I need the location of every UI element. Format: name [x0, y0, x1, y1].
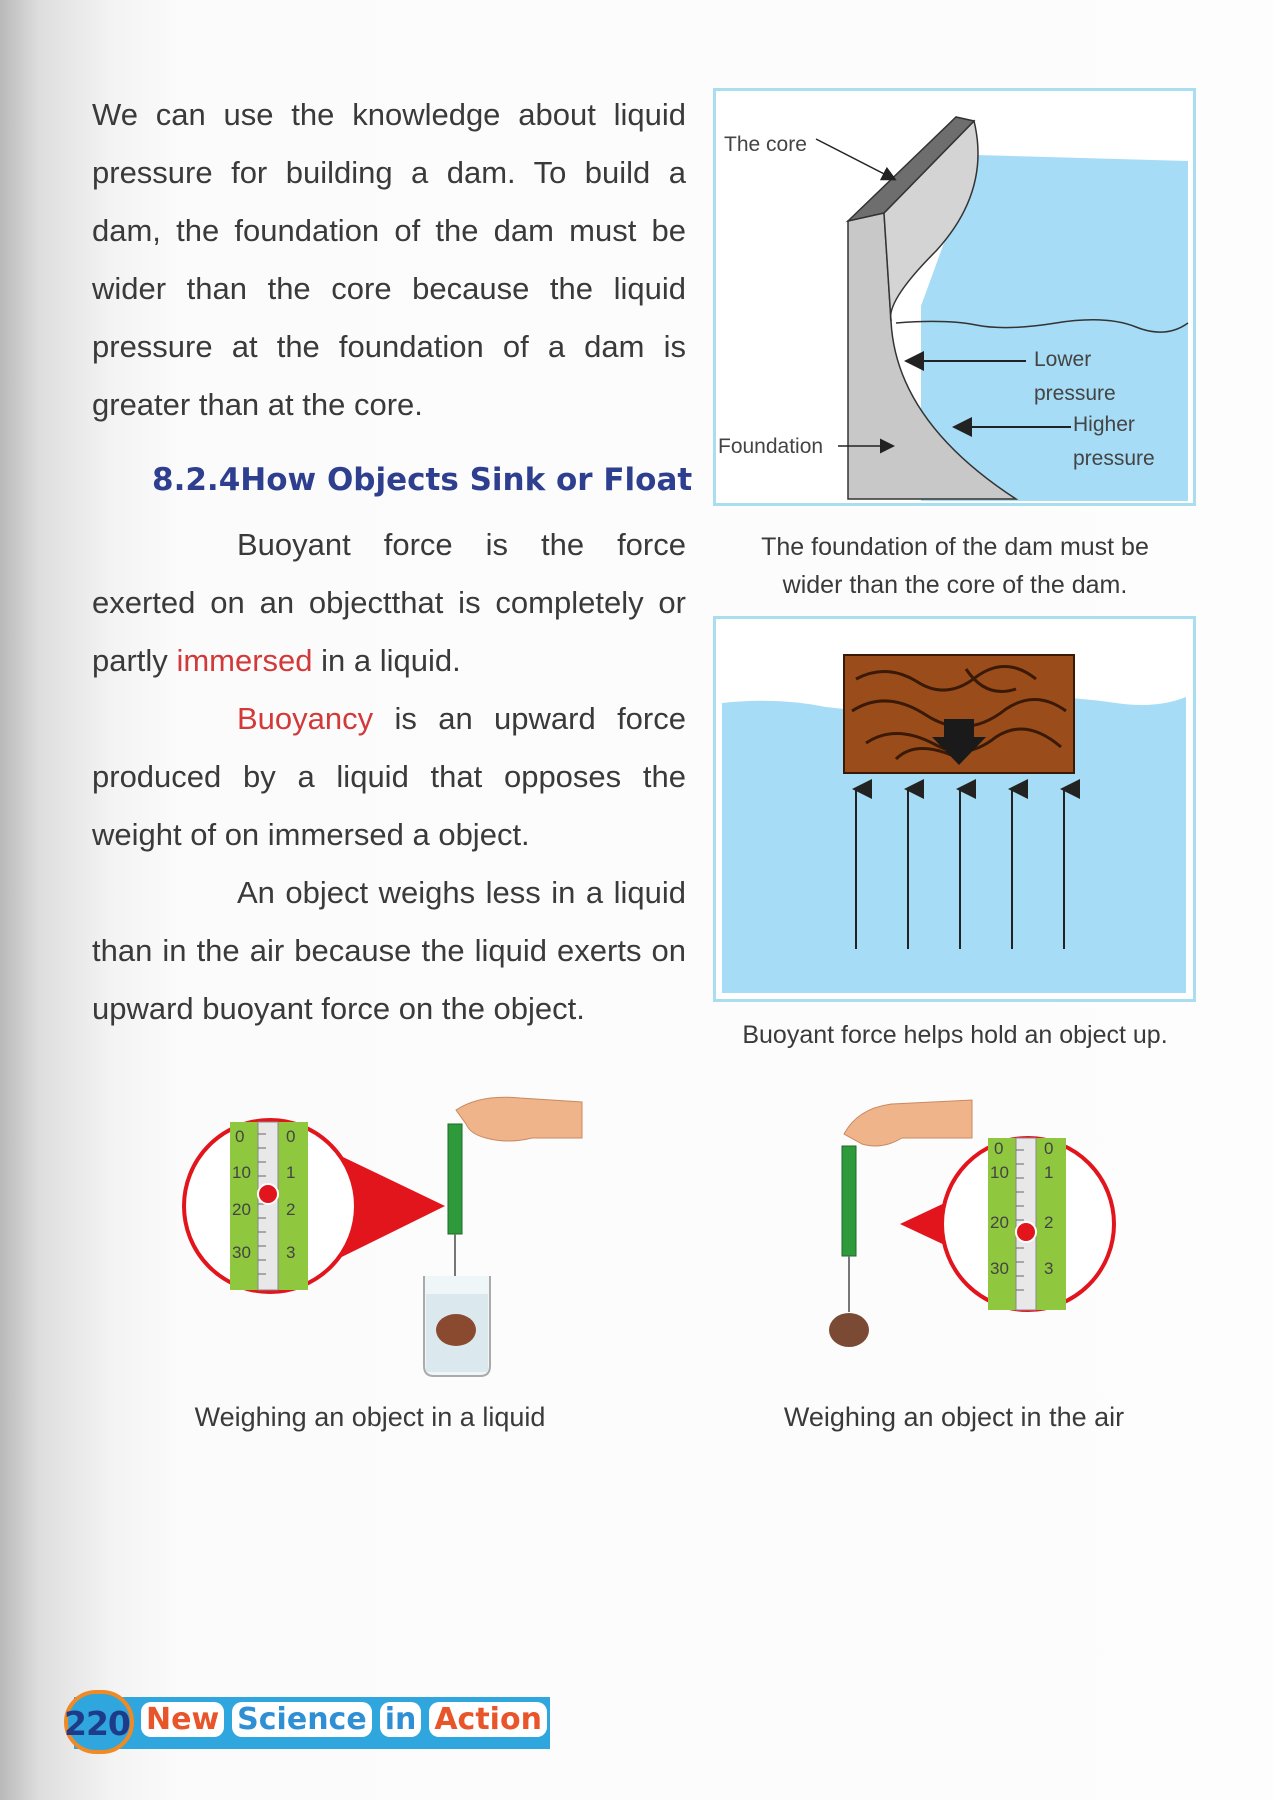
section-heading	[152, 462, 692, 498]
scale-left-30: 30	[232, 1243, 251, 1262]
object	[436, 1314, 476, 1346]
buoyancy-text: is an upward force produced by a liquid that opposes the weight of on immersed a object.	[92, 701, 686, 852]
label-core: The core	[724, 133, 807, 156]
label-higher: Higher	[1073, 413, 1135, 436]
buoyancy-diagram	[716, 619, 1193, 999]
buoyancy-paragraph	[92, 690, 686, 864]
intro-text: We can use the knowledge about liquid pressure for building a dam. To build a dam, the foundation of the dam must be wider than the core because the liquid pressure at the foundation of a dam is greater than at the core.	[92, 97, 686, 422]
label-foundation: Foundation	[718, 435, 824, 458]
body-paragraphs	[92, 516, 686, 1038]
scale-pointer	[258, 1184, 278, 1204]
dam-caption-line1: The foundation of the dam must be	[761, 533, 1149, 561]
weighing-liquid-illustration	[180, 1094, 600, 1384]
scale-left-10: 10	[232, 1163, 251, 1182]
label-lower: Lower	[1034, 348, 1092, 371]
label-higher-pressure: pressure	[1073, 447, 1155, 470]
term-immersed: immersed	[176, 643, 313, 678]
dam-caption-line2: wider than the core of the dam.	[782, 571, 1128, 599]
scale-right-2: 2	[1044, 1213, 1054, 1232]
spring-scale	[842, 1146, 856, 1256]
scale-right-2: 2	[286, 1200, 296, 1219]
core-arrow	[816, 139, 894, 179]
buoyancy-caption: Buoyant force helps hold an object up.	[742, 1021, 1168, 1049]
scale-left-20: 20	[232, 1200, 251, 1219]
scale-left-0: 0	[235, 1127, 245, 1146]
spring-scale	[448, 1124, 462, 1234]
weighing-air-illustration	[822, 1094, 1122, 1354]
page-number: 220	[64, 1704, 130, 1743]
scale-right-3: 3	[1044, 1259, 1054, 1278]
scale-right-0: 0	[286, 1127, 296, 1146]
page-number-badge	[64, 1690, 134, 1754]
scale-right-1: 1	[286, 1163, 296, 1182]
scale-right-3: 3	[286, 1243, 296, 1262]
buoyancy-figure	[713, 616, 1196, 1002]
book-title-word: Science	[232, 1702, 372, 1737]
dam-figure	[713, 88, 1196, 506]
buoyant-force-text: Buoyant force is the force exerted on an objectthat is completely or partly	[92, 527, 686, 678]
scale-slot	[258, 1122, 278, 1290]
book-title-word: New	[141, 1702, 224, 1737]
book-title-word: in	[380, 1702, 422, 1737]
scale-left-20: 20	[990, 1213, 1009, 1232]
section-title: How Objects Sink or Float	[240, 462, 693, 498]
buoyant-force-paragraph	[92, 516, 686, 690]
intro-paragraph	[92, 86, 686, 434]
label-lower-pressure: pressure	[1034, 382, 1116, 405]
term-buoyancy: Buoyancy	[237, 701, 374, 736]
hand	[456, 1097, 582, 1141]
buoyant-force-end: in a liquid.	[312, 643, 461, 678]
dam-diagram	[716, 91, 1193, 503]
book-title-word: Action	[429, 1702, 547, 1737]
scale-left-0: 0	[994, 1139, 1004, 1158]
scale-left-10: 10	[990, 1163, 1009, 1182]
hand	[844, 1100, 972, 1146]
dam-caption	[706, 528, 1204, 604]
section-number: 8.2.4	[152, 462, 241, 498]
weight-paragraph: An object weighs less in a liquid than in the air because the liquid exerts on upward buoyant force on the object.	[92, 875, 686, 1026]
liquid-caption: Weighing an object in a liquid	[194, 1402, 546, 1432]
scale-left-30: 30	[990, 1259, 1009, 1278]
air-caption: Weighing an object in the air	[783, 1402, 1125, 1432]
book-title	[141, 1702, 555, 1737]
scale-pointer	[1016, 1222, 1036, 1242]
object	[829, 1313, 869, 1347]
scale-right-1: 1	[1044, 1163, 1054, 1182]
scale-right-0: 0	[1044, 1139, 1054, 1158]
